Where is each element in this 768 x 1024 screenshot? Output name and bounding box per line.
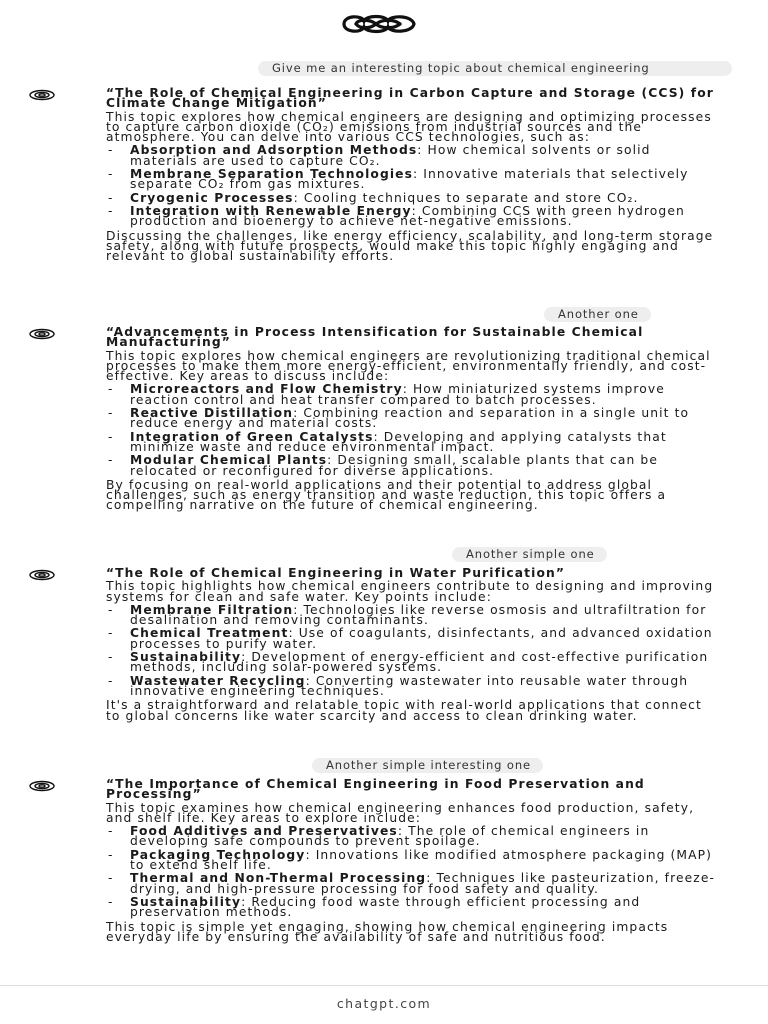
- answer-title: “The Role of Chemical Engineering in Water Purification”: [106, 566, 566, 580]
- list-item: - Food Additives and Preservatives: The role of chemical engineers in developing safe compounds to prevent spoilage.: [106, 826, 718, 847]
- list-item: - Microreactors and Flow Chemistry: How miniaturized systems improve reaction control and heat transfer compared to batch processes.: [106, 384, 718, 405]
- assistant-message: [106, 568, 718, 724]
- list-item: - Integration with Renewable Energy: Combining CCS with green hydrogen production and bioenergy to achieve net-negative emissions.: [106, 206, 718, 227]
- answer-title: “Advancements in Process Intensification for Sustainable Chemical Manufacturing”: [106, 325, 644, 350]
- list-item: - Wastewater Recycling: Converting wastewater into reusable water through innovative engineering techniques.: [106, 676, 718, 697]
- user-message: Another simple interesting one: [312, 758, 543, 773]
- chatgpt-logo-icon: [334, 10, 424, 38]
- answer-intro: This topic highlights how chemical engineers contribute to designing and improving systems for clean and safe water. Key points include:: [106, 579, 714, 604]
- footer-divider: [0, 985, 768, 986]
- assistant-message: [106, 779, 718, 945]
- assistant-message: [106, 327, 718, 514]
- answer-title: “The Importance of Chemical Engineering in Food Preservation and Processing”: [106, 777, 645, 802]
- assistant-message: [106, 88, 718, 264]
- list-item: - Thermal and Non-Thermal Processing: Techniques like pasteurization, freeze-drying, and high-pressure processing for food safety and quality.: [106, 873, 718, 894]
- list-item: - Membrane Filtration: Technologies like reverse osmosis and ultrafiltration for desalination and removing contaminants.: [106, 605, 718, 626]
- answer-outro: It's a straightforward and relatable topic with real-world applications that connect to global concerns like water scarcity and access to clean drinking water.: [106, 698, 702, 723]
- footer-domain-link[interactable]: chatgpt.com: [336, 996, 432, 1011]
- list-item: - Packaging Technology: Innovations like modified atmosphere packaging (MAP) to extend shelf life.: [106, 850, 718, 871]
- list-item: - Modular Chemical Plants: Designing small, scalable plants that can be relocated or reconfigured for diverse applications.: [106, 455, 718, 476]
- list-item: - Sustainability: Reducing food waste through efficient processing and preservation methods.: [106, 897, 718, 918]
- list-item: - Integration of Green Catalysts: Developing and applying catalysts that minimize waste and reduce environmental impact.: [106, 432, 718, 453]
- list-item: - Absorption and Adsorption Methods: How chemical solvents or solid materials are used to capture CO₂.: [106, 145, 718, 166]
- list-item: - Reactive Distillation: Combining reaction and separation in a single unit to reduce energy and material costs.: [106, 408, 718, 429]
- answer-title: “The Role of Chemical Engineering in Carbon Capture and Storage (CCS) for Climate Change Mitigation”: [106, 86, 714, 111]
- answer-bullet-list: [106, 602, 718, 698]
- answer-bullet-list: [106, 143, 718, 229]
- answer-bullet-list: [106, 382, 718, 478]
- assistant-avatar-icon: [28, 780, 56, 792]
- list-item: - Chemical Treatment: Use of coagulants, disinfectants, and advanced oxidation processes to purify water.: [106, 628, 718, 649]
- user-message: Another simple one: [452, 547, 607, 562]
- answer-bullet-list: [106, 824, 718, 920]
- list-item: - Membrane Separation Technologies: Innovative materials that selectively separate CO₂ from gas mixtures.: [106, 169, 718, 190]
- answer-outro: By focusing on real-world applications and their potential to address global challenges, such as energy transition and waste reduction, this topic offers a compelling narrative on the future of chemical engineering.: [106, 477, 667, 513]
- user-message: Give me an interesting topic about chemical engineering: [258, 61, 732, 76]
- list-item: - Sustainability: Development of energy-efficient and cost-effective purification methods, including solar-powered systems.: [106, 652, 718, 673]
- answer-intro: This topic examines how chemical engineering enhances food production, safety, and shelf life. Key areas to explore include:: [106, 800, 695, 825]
- list-item: - Cryogenic Processes: Cooling techniques to separate and store CO₂.: [106, 193, 718, 203]
- answer-outro: This topic is simple yet engaging, showing how chemical engineering impacts everyday life by ensuring the availability of safe and nutritious food.: [106, 919, 669, 944]
- answer-outro: Discussing the challenges, like energy efficiency, scalability, and long-term storage safety, along with future prospects, would make this topic highly engaging and relevant to global sustainability efforts.: [106, 228, 714, 264]
- answer-intro: This topic explores how chemical engineers are revolutionizing traditional chemical processes to make them more energy-efficient, environmentally friendly, and cost-effective. Key areas to discuss include:: [106, 348, 711, 384]
- assistant-avatar-icon: [28, 328, 56, 340]
- user-message: Another one: [544, 307, 651, 322]
- answer-intro: This topic explores how chemical engineers are designing and optimizing processes to capture carbon dioxide (CO₂) emissions from industrial sources and the atmosphere. You can delve into various CCS technologies, such as:: [106, 109, 712, 145]
- assistant-avatar-icon: [28, 89, 56, 101]
- assistant-avatar-icon: [28, 569, 56, 581]
